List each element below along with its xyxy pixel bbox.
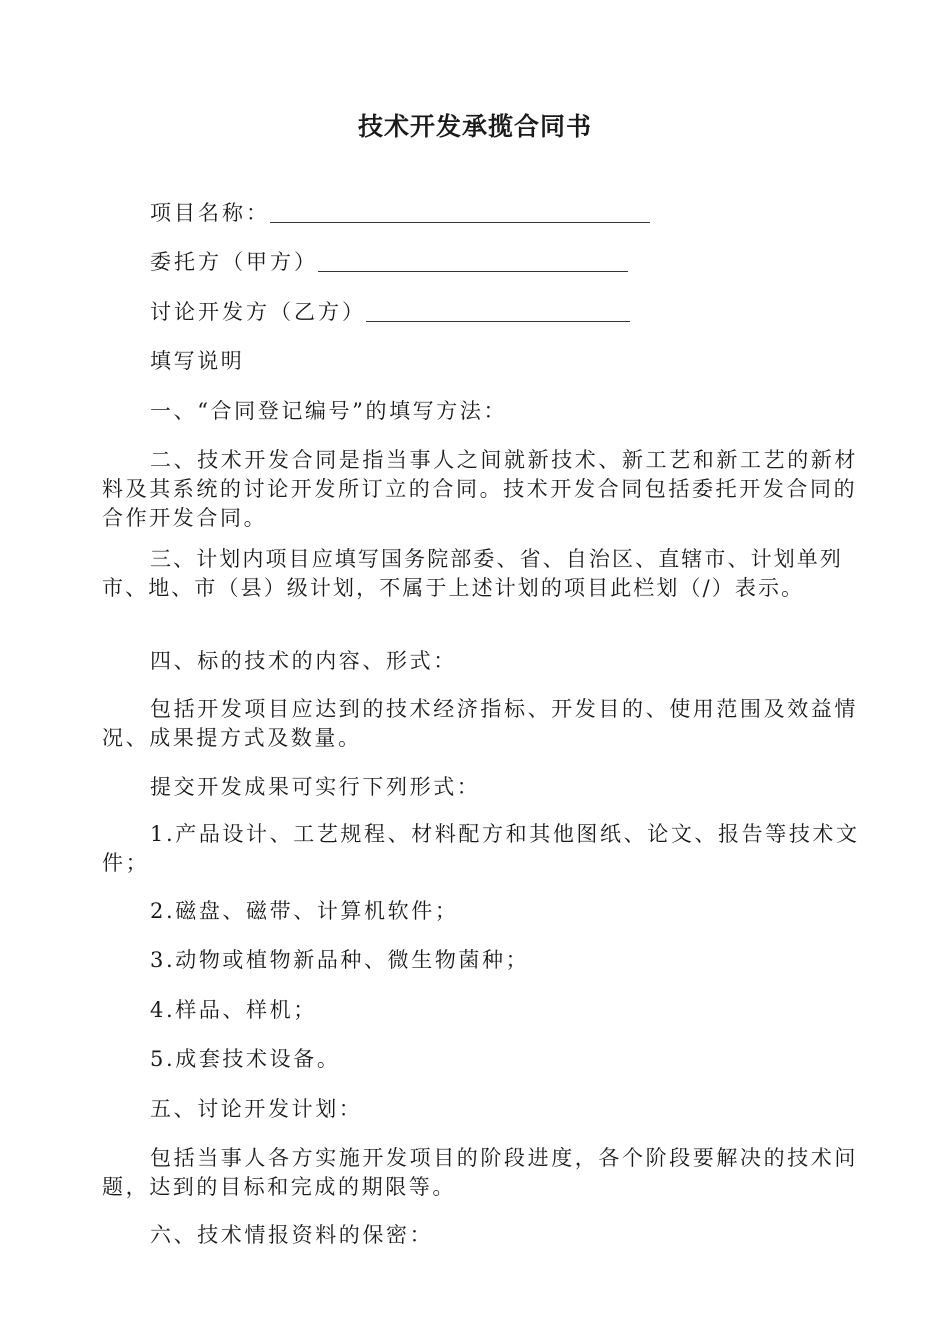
instructions-heading: 填写说明 — [150, 349, 245, 373]
document-title: 技术开发承揽合同书 — [357, 112, 592, 141]
form-item-4: 4.样品、样机； — [150, 998, 317, 1022]
party-b-blank[interactable] — [366, 299, 630, 322]
section-4-paragraph: 包括开发项目应达到的技术经济指标、开发目的、使用范围及效益情况、成果提方式及数量。 — [102, 697, 858, 750]
form-item-3: 3.动物或植物新品种、微生物菌种； — [150, 948, 530, 972]
project-name-blank[interactable] — [270, 200, 650, 223]
party-b-label: 讨论开发方（乙方） — [150, 300, 366, 324]
party-a-label: 委托方（甲方） — [150, 250, 318, 274]
party-a-field — [150, 247, 628, 277]
project-name-field — [150, 198, 650, 228]
section-4-heading: 四、标的技术的内容、形式： — [150, 649, 457, 673]
section-3-paragraph: 三、计划内项目应填写国务院部委、省、自治区、直辖市、计划单列市、地、市（县）级计划，不属于上述计划的项目此栏划（/）表示。 — [102, 547, 843, 600]
forms-intro: 提交开发成果可实行下列形式： — [150, 775, 481, 799]
section-5-paragraph: 包括当事人各方实施开发项目的阶段进度，各个阶段要解决的技术问题，达到的目标和完成的期限等。 — [102, 1146, 858, 1199]
section-2-paragraph: 二、技术开发合同是指当事人之间就新技术、新工艺和新工艺的新材料及其系统的讨论开发所订立的合同。技术开发合同包括委托开发合同的合作开发合同。 — [102, 448, 858, 530]
form-item-2: 2.磁盘、磁带、计算机软件； — [150, 899, 459, 923]
form-item-1: 1.产品设计、工艺规程、材料配方和其他图纸、论文、报告等技术文件； — [102, 822, 860, 875]
section-6-heading: 六、技术情报资料的保密： — [150, 1223, 434, 1247]
section-5-heading: 五、讨论开发计划： — [150, 1097, 363, 1121]
section-1-heading: 一、“合同登记编号”的填写方法： — [150, 399, 508, 423]
project-name-label: 项目名称： — [150, 201, 270, 225]
form-item-5: 5.成套技术设备。 — [150, 1047, 341, 1071]
party-b-field — [150, 297, 630, 327]
party-a-blank[interactable] — [318, 249, 628, 272]
